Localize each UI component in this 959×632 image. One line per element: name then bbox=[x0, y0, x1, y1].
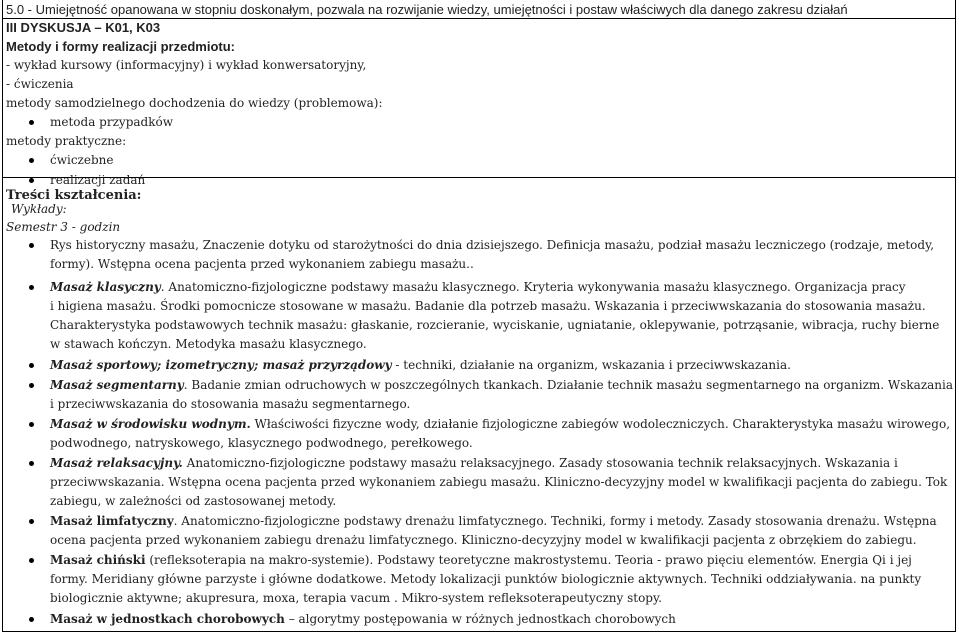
bullet-icon bbox=[29, 120, 34, 125]
emphasis-text: Masaż w jednostkach chorobowych bbox=[50, 612, 285, 626]
body-text: – algorytmy postępowania w różnych jednostkach chorobowych bbox=[284, 612, 676, 626]
list-item-line bbox=[50, 570, 950, 589]
list-item-line bbox=[50, 236, 950, 255]
emphasis-text: Masaż relaksacyjny. bbox=[50, 456, 183, 470]
bullet-icon bbox=[29, 285, 34, 290]
emphasis-text: Masaż segmentarny bbox=[50, 378, 184, 392]
methods-line: - wykład kursowy (informacyjny) i wykład konwersatoryjny, bbox=[6, 58, 367, 72]
bullet-icon bbox=[29, 383, 34, 388]
bullet-icon bbox=[29, 519, 34, 524]
emphasis-text: Masaż sportowy; izometryczny; masaż przyrządowy bbox=[50, 358, 392, 372]
body-text: przeciwwskazania. Wstępna ocena pacjenta przed wykonaniem zabiegu masażu. Kliniczno-decyzyjny model w kwalifikacji pacjenta do zabiegu. Tok bbox=[50, 475, 948, 489]
list-item-line bbox=[50, 589, 950, 608]
body-text: i przeciwwskazania do stosowania masażu segmentarnego. bbox=[50, 397, 411, 411]
lectures-label: Wykłady: bbox=[11, 202, 67, 216]
list-item-line bbox=[50, 415, 950, 434]
body-text: Rys historyczny masażu, Znaczenie dotyku od starożytności do dnia dzisiejszego. Definicja masażu, podział masażu leczniczego (rodzaje, metody, bbox=[50, 238, 935, 252]
list-item-line bbox=[50, 297, 950, 316]
bullet-icon bbox=[29, 558, 34, 563]
body-text: Właściwości fizyczne wody, działanie fizjologiczne zabiegów wodoleczniczych. Charakterystyka masażu wirowego, bbox=[250, 417, 951, 431]
section-title: III DYSKUSJA – K01, K03 bbox=[6, 20, 161, 35]
list-item-line bbox=[50, 395, 950, 414]
body-text: i higiena masażu. Środki pomocnicze stosowane w masażu. Badanie dla potrzeb masażu. Wskazania i przeciwwskazania do stosowania masażu. bbox=[50, 299, 926, 313]
method-bullet: realizacji zadań bbox=[50, 173, 146, 187]
body-text: formy. Meridiany główne parzyste i główne dodatkowe. Metody lokalizacji punktów biologicznie aktywnych. Techniki oddziaływania. na punkty bbox=[50, 572, 922, 586]
list-item-line bbox=[50, 278, 950, 297]
list-item-line bbox=[50, 434, 950, 453]
body-text: formy). Wstępna ocena pacjenta przed wykonaniem zabiegu masażu.. bbox=[50, 257, 474, 271]
body-text: w stawach kończyn. Metodyka masażu klasycznego. bbox=[50, 337, 367, 351]
list-item-line bbox=[50, 610, 950, 629]
methods-heading: Metody i formy realizacji przedmiotu: bbox=[6, 39, 235, 54]
practical-heading: metody praktyczne: bbox=[6, 134, 127, 148]
grade-description: 5.0 - Umiejętność opanowana w stopniu doskonałym, pozwala na rozwijanie wiedzy, umiejętności i postaw właściwych dla danego zakresu działań bbox=[6, 2, 848, 17]
bullet-icon bbox=[29, 158, 34, 163]
body-text: . Anatomiczno-fizjologiczne podstawy drenażu limfatycznego. Techniki, formy i metody. Zasady stosowania drenażu. Wstępna bbox=[173, 514, 937, 528]
body-text: - techniki, działanie na organizm, wskazania i przeciwwskazania. bbox=[391, 358, 791, 372]
bullet-icon bbox=[29, 243, 34, 248]
bullet-icon bbox=[29, 617, 34, 622]
body-text: Anatomiczno-fizjologiczne podstawy masażu relaksacyjnego. Zasady stosowania technik relaksacyjnych. Wskazania i bbox=[182, 456, 898, 470]
list-item-line bbox=[50, 473, 950, 492]
methods-line: - ćwiczenia bbox=[6, 77, 74, 91]
body-text: (refleksoterapia na makro-systemie). Podstawy teoretyczne makrostystemu. Teoria - prawo pięciu elementów. Energia Qi i jej bbox=[145, 553, 912, 567]
bullet-icon bbox=[29, 461, 34, 466]
body-text: Charakterystyka podstawowych technik masażu: głaskanie, rozcieranie, wyciskanie, ugniatanie, oklepywanie, potrząsanie, wibracja, ruchy bierne bbox=[50, 318, 940, 332]
emphasis-text: Masaż limfatyczny bbox=[50, 514, 174, 528]
list-item-line bbox=[50, 316, 950, 335]
list-item-line bbox=[50, 492, 950, 511]
bullet-icon bbox=[29, 363, 34, 368]
emphasis-text: Masaż chiński bbox=[50, 553, 146, 567]
method-bullet: ćwiczebne bbox=[50, 153, 114, 167]
list-item-line bbox=[50, 255, 950, 274]
list-item-line bbox=[50, 376, 954, 395]
emphasis-text: Masaż w środowisku wodnym. bbox=[50, 417, 251, 431]
body-text: podwodnego, natryskowego, klasycznego podwodnego, perełkowego. bbox=[50, 436, 473, 450]
list-item-line bbox=[50, 531, 950, 550]
list-item-line bbox=[50, 335, 950, 354]
list-item-line bbox=[50, 512, 950, 531]
list-item-line bbox=[50, 551, 950, 570]
semester-label: Semestr 3 - godzin bbox=[6, 220, 121, 234]
list-item-line bbox=[50, 356, 950, 375]
body-text: biologicznie aktywne; akupresura, moxa, terapia vacum . Mikro-system refleksoterapeutyczny stopy. bbox=[50, 591, 662, 605]
content-heading: Treści kształcenia: bbox=[6, 188, 142, 203]
bullet-icon bbox=[29, 422, 34, 427]
list-item-line bbox=[50, 454, 950, 473]
emphasis-text: Masaż klasyczny bbox=[50, 280, 161, 294]
method-bullet: metoda przypadków bbox=[50, 115, 173, 129]
body-text: . Anatomiczno-fizjologiczne podstawy masażu klasycznego. Kryteria wykonywania masażu klasycznego. Organizacja pracy bbox=[160, 280, 906, 294]
body-text: zabiegu, w zależności od zastosowanej metody. bbox=[50, 494, 337, 508]
body-text: ocena pacjenta przed wykonaniem zabiegu drenażu limfatycznego. Kliniczno-decyzyjny model w kwalifikacji pacjenta z obrzękiem do zabiegu. bbox=[50, 533, 917, 547]
bullet-icon bbox=[29, 178, 34, 183]
body-text: . Badanie zmian odruchowych w poszczególnych tkankach. Działanie technik masażu segmentarnego na organizm. Wskazania bbox=[183, 378, 954, 392]
methods-line: metody samodzielnego dochodzenia do wiedzy (problemowa): bbox=[6, 96, 383, 110]
